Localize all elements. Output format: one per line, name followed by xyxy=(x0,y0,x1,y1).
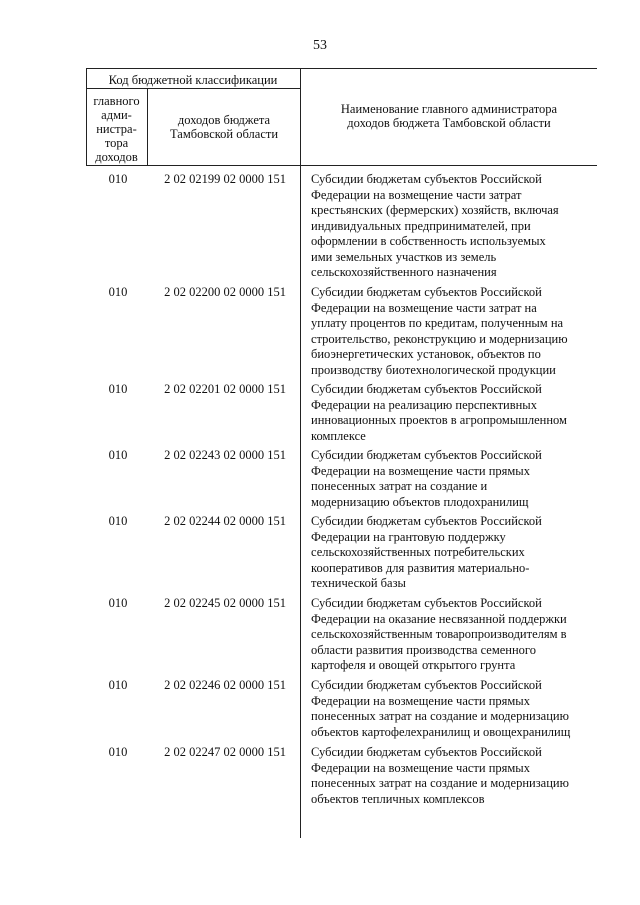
admin-code-cell: 010 xyxy=(108,448,128,462)
page-number: 53 xyxy=(313,38,327,53)
name-line: объектов тепличных комплексов xyxy=(311,791,485,806)
admin-code-cell: 010 xyxy=(108,285,128,299)
name-line: Субсидии бюджетам субъектов Российской xyxy=(311,448,542,462)
name-line: уплату процентов по кредитам, полученным на xyxy=(311,316,564,330)
header-line: доходов xyxy=(95,150,138,164)
name-line: понесенных затрат на создание и модернизацию xyxy=(311,776,569,790)
revenue-name-cell xyxy=(311,172,594,281)
admin-code-cell: 010 xyxy=(108,596,128,610)
admin-code-cell: 010 xyxy=(108,745,128,759)
header-line: Тамбовской области xyxy=(169,127,279,141)
budget-code-cell: 2 02 02244 02 0000 151 xyxy=(164,514,286,528)
admin-code-cell: 010 xyxy=(108,678,128,692)
name-line: Федерации на оказание несвязанной поддержки xyxy=(311,611,567,626)
header-line: главного xyxy=(93,94,140,108)
name-line: Федерации на возмещение части прямых xyxy=(311,463,530,478)
name-line: индивидуальных предпринимателей, при xyxy=(311,218,531,233)
name-line: модернизацию объектов плодохранилищ xyxy=(311,494,529,509)
header-line: Наименование главного администратора xyxy=(340,102,558,116)
header-line: адми- xyxy=(101,108,132,122)
name-line: понесенных затрат на создание и модернизацию xyxy=(311,709,569,723)
admin-code-cell: 010 xyxy=(108,172,128,186)
header-line: доходов бюджета xyxy=(177,113,271,127)
revenue-name-cell xyxy=(311,382,594,444)
name-line: кооперативов для развития материально- xyxy=(311,560,530,575)
classification-title: Код бюджетной классификации xyxy=(108,73,278,87)
name-line: Федерации на грантовую поддержку xyxy=(311,529,506,544)
name-line: сельскохозяйственных потребительских xyxy=(311,545,525,559)
header-line: доходов бюджета Тамбовской области xyxy=(347,116,551,130)
budget-code-cell: 2 02 02199 02 0000 151 xyxy=(164,172,286,186)
budget-code-cell: 2 02 02246 02 0000 151 xyxy=(164,678,286,692)
name-line: сельскохозяйственным товаропроизводителям в xyxy=(311,627,567,641)
name-line: производству биотехнологической продукции xyxy=(311,362,556,377)
name-line: оформлении в собственность используемых xyxy=(311,234,546,248)
admin-code-cell: 010 xyxy=(108,382,128,396)
budget-code-cell: 2 02 02200 02 0000 151 xyxy=(164,285,286,299)
name-line: картофеля и овощей открытого грунта xyxy=(311,658,516,672)
name-line: строительство, реконструкцию и модернизацию xyxy=(311,331,568,346)
revenue-name-cell xyxy=(311,448,594,510)
revenue-name-cell xyxy=(311,285,594,378)
name-line: Субсидии бюджетам субъектов Российской xyxy=(311,172,542,186)
revenue-name-cell xyxy=(311,514,594,592)
name-line: технической базы xyxy=(311,576,406,590)
name-line: понесенных затрат на создание и xyxy=(311,479,488,493)
name-line: Субсидии бюджетам субъектов Российской xyxy=(311,514,542,528)
budget-code-cell: 2 02 02247 02 0000 151 xyxy=(164,745,286,759)
name-line: Федерации на возмещение части прямых xyxy=(311,760,530,775)
revenue-name-cell xyxy=(311,678,594,740)
classification-sub-rule xyxy=(86,88,300,89)
name-line: Федерации на реализацию перспективных xyxy=(311,397,537,412)
admin-code-cell: 010 xyxy=(108,514,128,528)
name-line: Субсидии бюджетам субъектов Российской xyxy=(311,678,542,692)
code-name-divider xyxy=(300,68,301,838)
name-line: крестьянских (фермерских) хозяйств, включая xyxy=(311,203,559,217)
table-top-rule xyxy=(86,68,597,69)
header-line: нистра- xyxy=(96,122,137,136)
name-line: объектов картофелехранилищ и овощехранилищ xyxy=(311,724,571,739)
name-line: Федерации на возмещение части прямых xyxy=(311,693,530,708)
name-line: ими земельных участков из земель xyxy=(311,249,497,264)
name-line: сельскохозяйственного назначения xyxy=(311,265,497,279)
budget-code-cell: 2 02 02243 02 0000 151 xyxy=(164,448,286,462)
name-line: Субсидии бюджетам субъектов Российской xyxy=(311,382,542,396)
header-bottom-rule xyxy=(86,165,597,166)
name-column-header xyxy=(301,102,597,130)
name-line: Федерации на возмещение части затрат xyxy=(311,187,522,202)
budget-code-cell: 2 02 02201 02 0000 151 xyxy=(164,382,286,396)
name-line: Субсидии бюджетам субъектов Российской xyxy=(311,745,542,759)
name-line: биоэнергетических установок, объектов по xyxy=(311,347,541,361)
revenue-name-cell xyxy=(311,745,594,807)
name-line: Субсидии бюджетам субъектов Российской xyxy=(311,596,542,610)
name-line: Субсидии бюджетам субъектов Российской xyxy=(311,285,542,299)
budget-code-cell: 2 02 02245 02 0000 151 xyxy=(164,596,286,610)
revenue-name-cell xyxy=(311,596,594,674)
name-line: комплексе xyxy=(311,428,366,443)
name-line: области развития производства семенного xyxy=(311,642,536,657)
name-line: Федерации на возмещение части затрат на xyxy=(311,300,537,315)
code-column-header xyxy=(148,113,300,141)
admin-column-header xyxy=(86,94,147,164)
name-line: инновационных проектов в агропромышленном xyxy=(311,413,567,427)
header-line: тора xyxy=(104,136,129,150)
